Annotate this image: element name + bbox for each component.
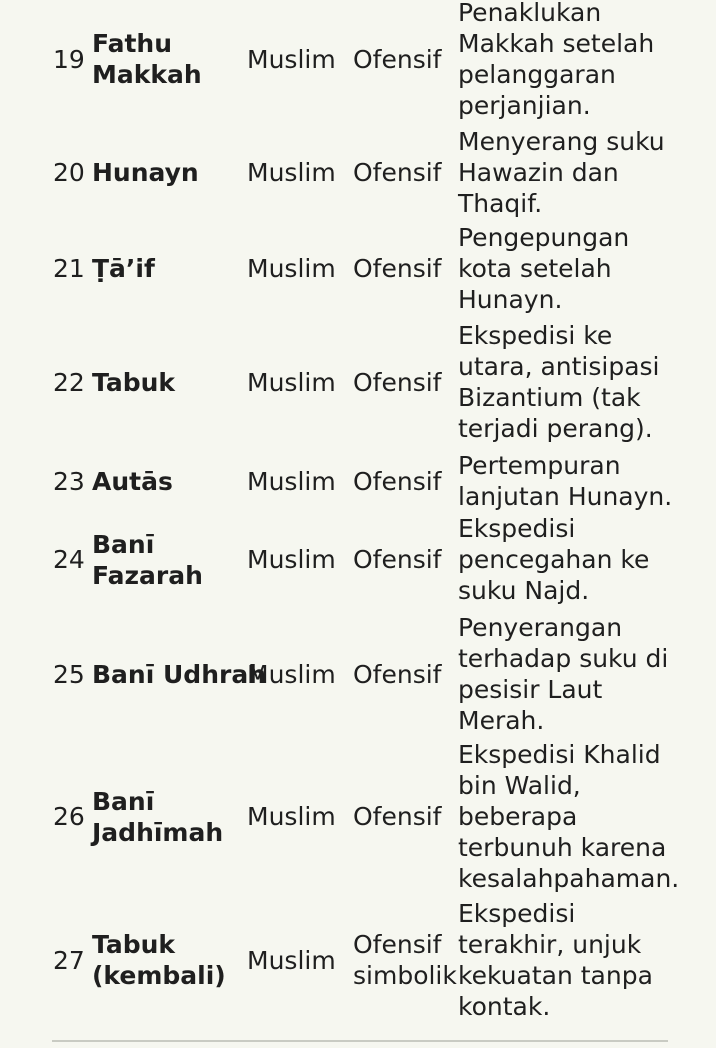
expedition-description-line: Makkah setelah (458, 29, 655, 58)
expedition-name-line: Banī Udhrah (92, 660, 266, 689)
operation-type (353, 44, 441, 75)
expedition-description-line: Pertempuran (458, 451, 621, 480)
row-number: 26 (53, 802, 85, 831)
expedition-name (92, 253, 155, 284)
operation-type-line: Ofensif (353, 930, 442, 959)
operation-type-line: Ofensif (353, 158, 442, 187)
row-number: 22 (53, 368, 85, 397)
operation-type (353, 157, 441, 188)
expedition-description-line: pesisir Laut (458, 675, 603, 704)
row-number: 19 (53, 45, 85, 74)
expedition-description (458, 739, 679, 894)
expedition-name-line: Fazarah (92, 561, 203, 590)
expedition-description-line: terhadap suku di (458, 644, 669, 673)
operation-type-line: simbolik (353, 961, 457, 990)
operation-type (353, 659, 441, 690)
initiator-side: Muslim (247, 802, 336, 831)
initiator-side: Muslim (247, 545, 336, 574)
expedition-name-line: Tabuk (92, 368, 176, 397)
expedition-name-line: Banī (92, 787, 155, 816)
row-number: 21 (53, 254, 85, 283)
expedition-description-line: bin Walid, (458, 771, 581, 800)
expedition-description-line: Penaklukan (458, 0, 602, 27)
expedition-description-line: perjanjian. (458, 91, 591, 120)
expedition-description (458, 612, 668, 736)
expedition-name (92, 659, 266, 690)
initiator-side: Muslim (247, 660, 336, 689)
expedition-description-line: Bizantium (tak (458, 383, 641, 412)
operation-type-line: Ofensif (353, 660, 442, 689)
expedition-description-line: Merah. (458, 706, 545, 735)
expedition-description-line: Menyerang suku (458, 127, 665, 156)
initiator-side: Muslim (247, 45, 336, 74)
table-row (0, 222, 716, 315)
table-bottom-border (52, 1040, 668, 1042)
expedition-description-line: pencegahan ke (458, 545, 650, 574)
operation-type (353, 801, 441, 832)
expedition-description (458, 898, 653, 1022)
operation-type-line: Ofensif (353, 802, 442, 831)
table-row (0, 0, 716, 121)
row-number: 23 (53, 467, 85, 496)
expedition-description-line: Thaqif. (458, 189, 543, 218)
expedition-name-line: Fathu (92, 29, 173, 58)
expedition-description-line: pelanggaran (458, 60, 616, 89)
expedition-name-line: Ṭā’if (92, 254, 155, 283)
operation-type (353, 929, 457, 991)
operation-type-line: Ofensif (353, 545, 442, 574)
operation-type-line: Ofensif (353, 467, 442, 496)
operation-type (353, 544, 441, 575)
expedition-description-line: lanjutan Hunayn. (458, 482, 673, 511)
expedition-description-line: Ekspedisi (458, 899, 576, 928)
expedition-description-line: Ekspedisi Khalid (458, 740, 661, 769)
expedition-name (92, 929, 226, 991)
row-number: 20 (53, 158, 85, 187)
operation-type-line: Ofensif (353, 254, 442, 283)
expedition-description-line: Penyerangan (458, 613, 623, 642)
expedition-description-line: terakhir, unjuk (458, 930, 642, 959)
expedition-description (458, 126, 665, 219)
initiator-side: Muslim (247, 467, 336, 496)
table-row (0, 320, 716, 444)
table-row (0, 612, 716, 736)
expedition-description-line: terbunuh karena (458, 833, 667, 862)
expedition-name (92, 529, 203, 591)
row-number: 25 (53, 660, 85, 689)
expedition-description-line: Hunayn. (458, 285, 563, 314)
operation-type-line: Ofensif (353, 368, 442, 397)
operation-type (353, 466, 441, 497)
expedition-description-line: utara, antisipasi (458, 352, 660, 381)
table-row (0, 450, 716, 512)
expedition-name-line: Tabuk (92, 930, 176, 959)
expedition-description-line: kota setelah (458, 254, 612, 283)
expedition-description (458, 320, 660, 444)
expedition-description-line: Ekspedisi ke (458, 321, 613, 350)
initiator-side: Muslim (247, 254, 336, 283)
expedition-description-line: terjadi perang). (458, 414, 653, 443)
row-number: 24 (53, 545, 85, 574)
expedition-description-line: Pengepungan (458, 223, 630, 252)
expedition-description (458, 513, 649, 606)
expedition-description-line: Ekspedisi (458, 514, 576, 543)
row-number: 27 (53, 946, 85, 975)
expedition-description-line: kesalahpahaman. (458, 864, 680, 893)
expedition-name (92, 367, 175, 398)
expedition-description-line: beberapa (458, 802, 578, 831)
initiator-side: Muslim (247, 368, 336, 397)
expedition-name (92, 157, 199, 188)
expedition-name-line: Hunayn (92, 158, 199, 187)
expedition-description-line: kontak. (458, 992, 551, 1021)
operation-type (353, 367, 441, 398)
expedition-name-line: (kembali) (92, 961, 226, 990)
expedition-description (458, 222, 629, 315)
expedition-description-line: kekuatan tanpa (458, 961, 653, 990)
table-row (0, 898, 716, 1022)
operation-type (353, 253, 441, 284)
expedition-name-line: Autās (92, 467, 173, 496)
initiator-side: Muslim (247, 158, 336, 187)
expedition-name (92, 786, 223, 848)
expedition-description-line: suku Najd. (458, 576, 590, 605)
table-row (0, 739, 716, 894)
initiator-side: Muslim (247, 946, 336, 975)
expedition-name-line: Jadhīmah (92, 818, 224, 847)
expedition-description (458, 450, 672, 512)
expedition-name (92, 28, 202, 90)
expedition-description-line: Hawazin dan (458, 158, 619, 187)
operation-type-line: Ofensif (353, 45, 442, 74)
expedition-name-line: Banī (92, 530, 155, 559)
table-row (0, 513, 716, 606)
expedition-name-line: Makkah (92, 60, 202, 89)
expedition-name (92, 466, 173, 497)
expedition-description (458, 0, 654, 121)
table-row (0, 126, 716, 219)
